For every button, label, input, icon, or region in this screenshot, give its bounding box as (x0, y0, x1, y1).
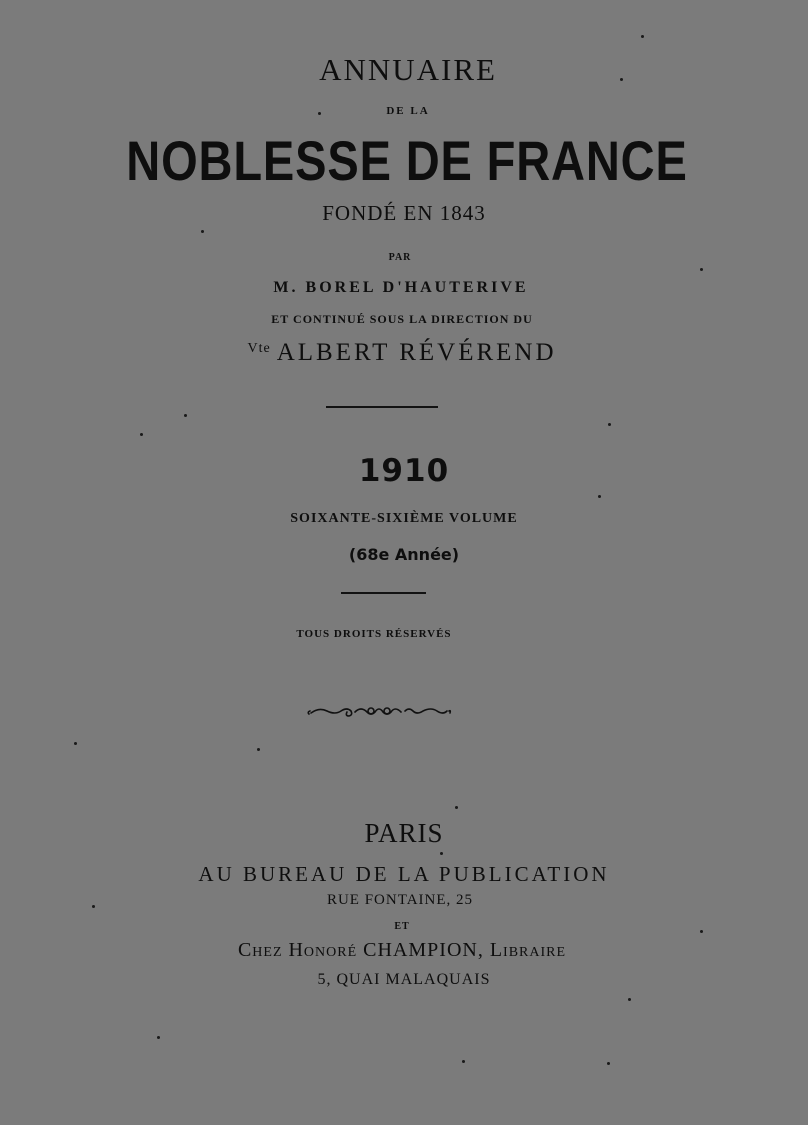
paper-speck (620, 78, 623, 81)
divider-rule-middle (341, 592, 426, 594)
imprint-city: PARIS (364, 818, 444, 848)
paper-speck (92, 905, 95, 908)
scroll-ornament-icon (305, 698, 453, 724)
paper-speck (607, 1062, 610, 1065)
paper-speck (140, 433, 143, 436)
paper-speck (641, 35, 644, 38)
imprint-et: ET (394, 921, 410, 932)
de-la-line: DE LA (386, 105, 430, 117)
paper-speck (628, 998, 631, 1001)
imprint-quai: 5, QUAI MALAQUAIS (317, 971, 491, 988)
founder-line: M. BOREL D'HAUTERIVE (273, 279, 529, 296)
paper-speck (700, 930, 703, 933)
edition-year: 1910 (358, 453, 450, 489)
paper-speck (608, 423, 611, 426)
par-line: PAR (388, 252, 412, 263)
imprint-bureau: AU BUREAU DE LA PUBLICATION (198, 862, 610, 886)
paper-speck (455, 806, 458, 809)
divider-rule-top (326, 406, 438, 408)
founded-line: FONDÉ EN 1843 (322, 201, 486, 225)
paper-speck (201, 230, 204, 233)
paper-speck (157, 1036, 160, 1039)
paper-speck (462, 1060, 465, 1063)
director-title: Vte (247, 341, 271, 356)
paper-speck (74, 742, 77, 745)
paper-speck (318, 112, 321, 115)
rights-line: TOUS DROITS RÉSERVÉS (296, 628, 452, 640)
paper-speck (257, 748, 260, 751)
volume-line: SOIXANTE-SIXIÈME VOLUME (290, 511, 518, 526)
imprint-street: RUE FONTAINE, 25 (326, 892, 474, 908)
main-title: NOBLESSE DE FRANCE (126, 129, 688, 192)
annuaire-heading: ANNUAIRE (319, 52, 497, 87)
paper-speck (598, 495, 601, 498)
paper-speck (700, 268, 703, 271)
continued-line: ET CONTINUÉ SOUS LA DIRECTION DU (271, 312, 533, 326)
paper-speck (184, 414, 187, 417)
annee-line: (68e Année) (348, 545, 460, 564)
director-name: ALBERT RÉVÉREND (276, 339, 557, 366)
paper-speck (440, 852, 443, 855)
director-line (0, 339, 806, 367)
imprint-bookseller: Chez Honoré CHAMPION, Libraire (237, 939, 567, 961)
